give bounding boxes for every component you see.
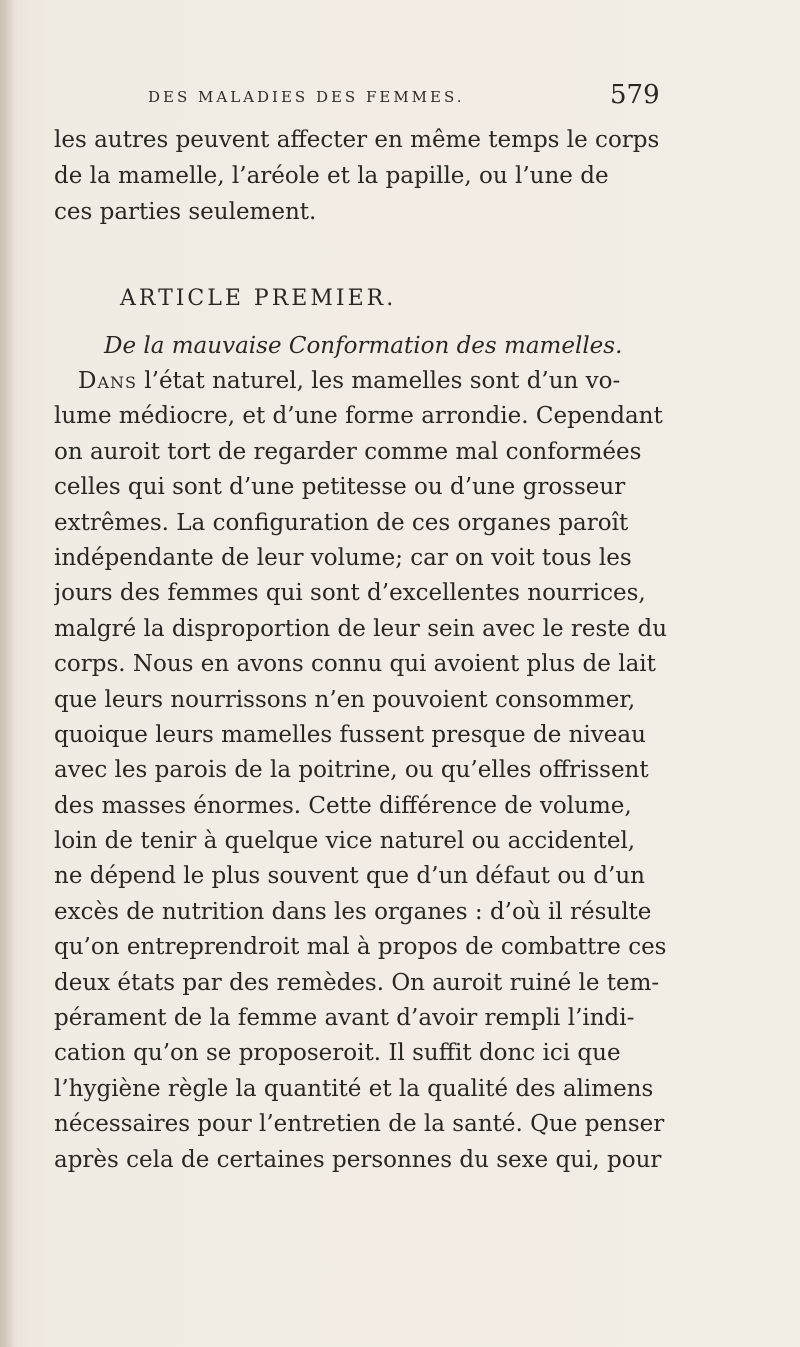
text-line: pérament de la femme avant d’avoir rempli l’indi- xyxy=(54,1005,635,1032)
text-line: excès de nutrition dans les organes : d’où il résulte xyxy=(54,898,652,925)
first-line-text: l’état naturel, les mamelles sont d’un vo- xyxy=(136,368,621,394)
drop-word: Dans xyxy=(78,368,137,394)
text-line: de la mamelle, l’aréole et la papille, ou l’une de xyxy=(54,163,609,190)
text-line: l’hygiène règle la quantité et la qualité des alimens xyxy=(54,1075,654,1102)
text-line: ne dépend le plus souvent que d’un défaut ou d’un xyxy=(54,863,645,890)
text-line: deux états par des remèdes. On auroit ruiné le tem- xyxy=(54,969,660,996)
text-line: quoique leurs mamelles fussent presque de niveau xyxy=(54,721,646,748)
text-line: lume médiocre, et d’une forme arrondie. Cependant xyxy=(54,403,663,430)
text-line: indépendante de leur volume; car on voit tous les xyxy=(54,544,632,571)
gutter-shadow xyxy=(0,0,14,1347)
text-line: avec les parois de la poitrine, ou qu’elles offrissent xyxy=(54,757,649,784)
text-line: loin de tenir à quelque vice naturel ou accidentel, xyxy=(54,828,636,855)
text-line: jours des femmes qui sont d’excellentes nourrices, xyxy=(54,580,646,607)
text-line: extrêmes. La configuration de ces organes paroît xyxy=(54,509,629,536)
text-line: on auroit tort de regarder comme mal conformées xyxy=(54,438,642,465)
text-line: celles qui sont d’une petitesse ou d’une grosseur xyxy=(54,474,626,501)
page-header xyxy=(148,80,668,120)
text-line: après cela de certaines personnes du sexe qui, pour xyxy=(54,1146,662,1173)
body-paragraph xyxy=(54,364,758,1178)
text-line: cation qu’on se proposeroit. Il suffit donc ici que xyxy=(54,1040,621,1067)
section-subtitle: De la mauvaise Conformation des mamelles. xyxy=(104,333,623,359)
text-line: des masses énormes. Cette différence de volume, xyxy=(54,792,632,819)
text-line: ces parties seulement. xyxy=(54,199,317,226)
text-line: les autres peuvent affecter en même temps le corps xyxy=(54,127,660,153)
text-line: qu’on entreprendroit mal à propos de combattre ces xyxy=(54,934,667,961)
text-line: corps. Nous en avons connu qui avoient plus de lait xyxy=(54,651,656,678)
page-number: 579 xyxy=(610,80,660,110)
text-line xyxy=(54,364,758,399)
opening-paragraph xyxy=(54,122,754,231)
running-head: DES MALADIES DES FEMMES. xyxy=(148,88,465,106)
text-line: nécessaires pour l’entretien de la santé. Que penser xyxy=(54,1111,665,1138)
text-line: que leurs nourrissons n’en pouvoient consommer, xyxy=(54,686,636,713)
article-title: ARTICLE PREMIER. xyxy=(120,286,397,311)
text-line: malgré la disproportion de leur sein avec le reste du xyxy=(54,615,668,642)
